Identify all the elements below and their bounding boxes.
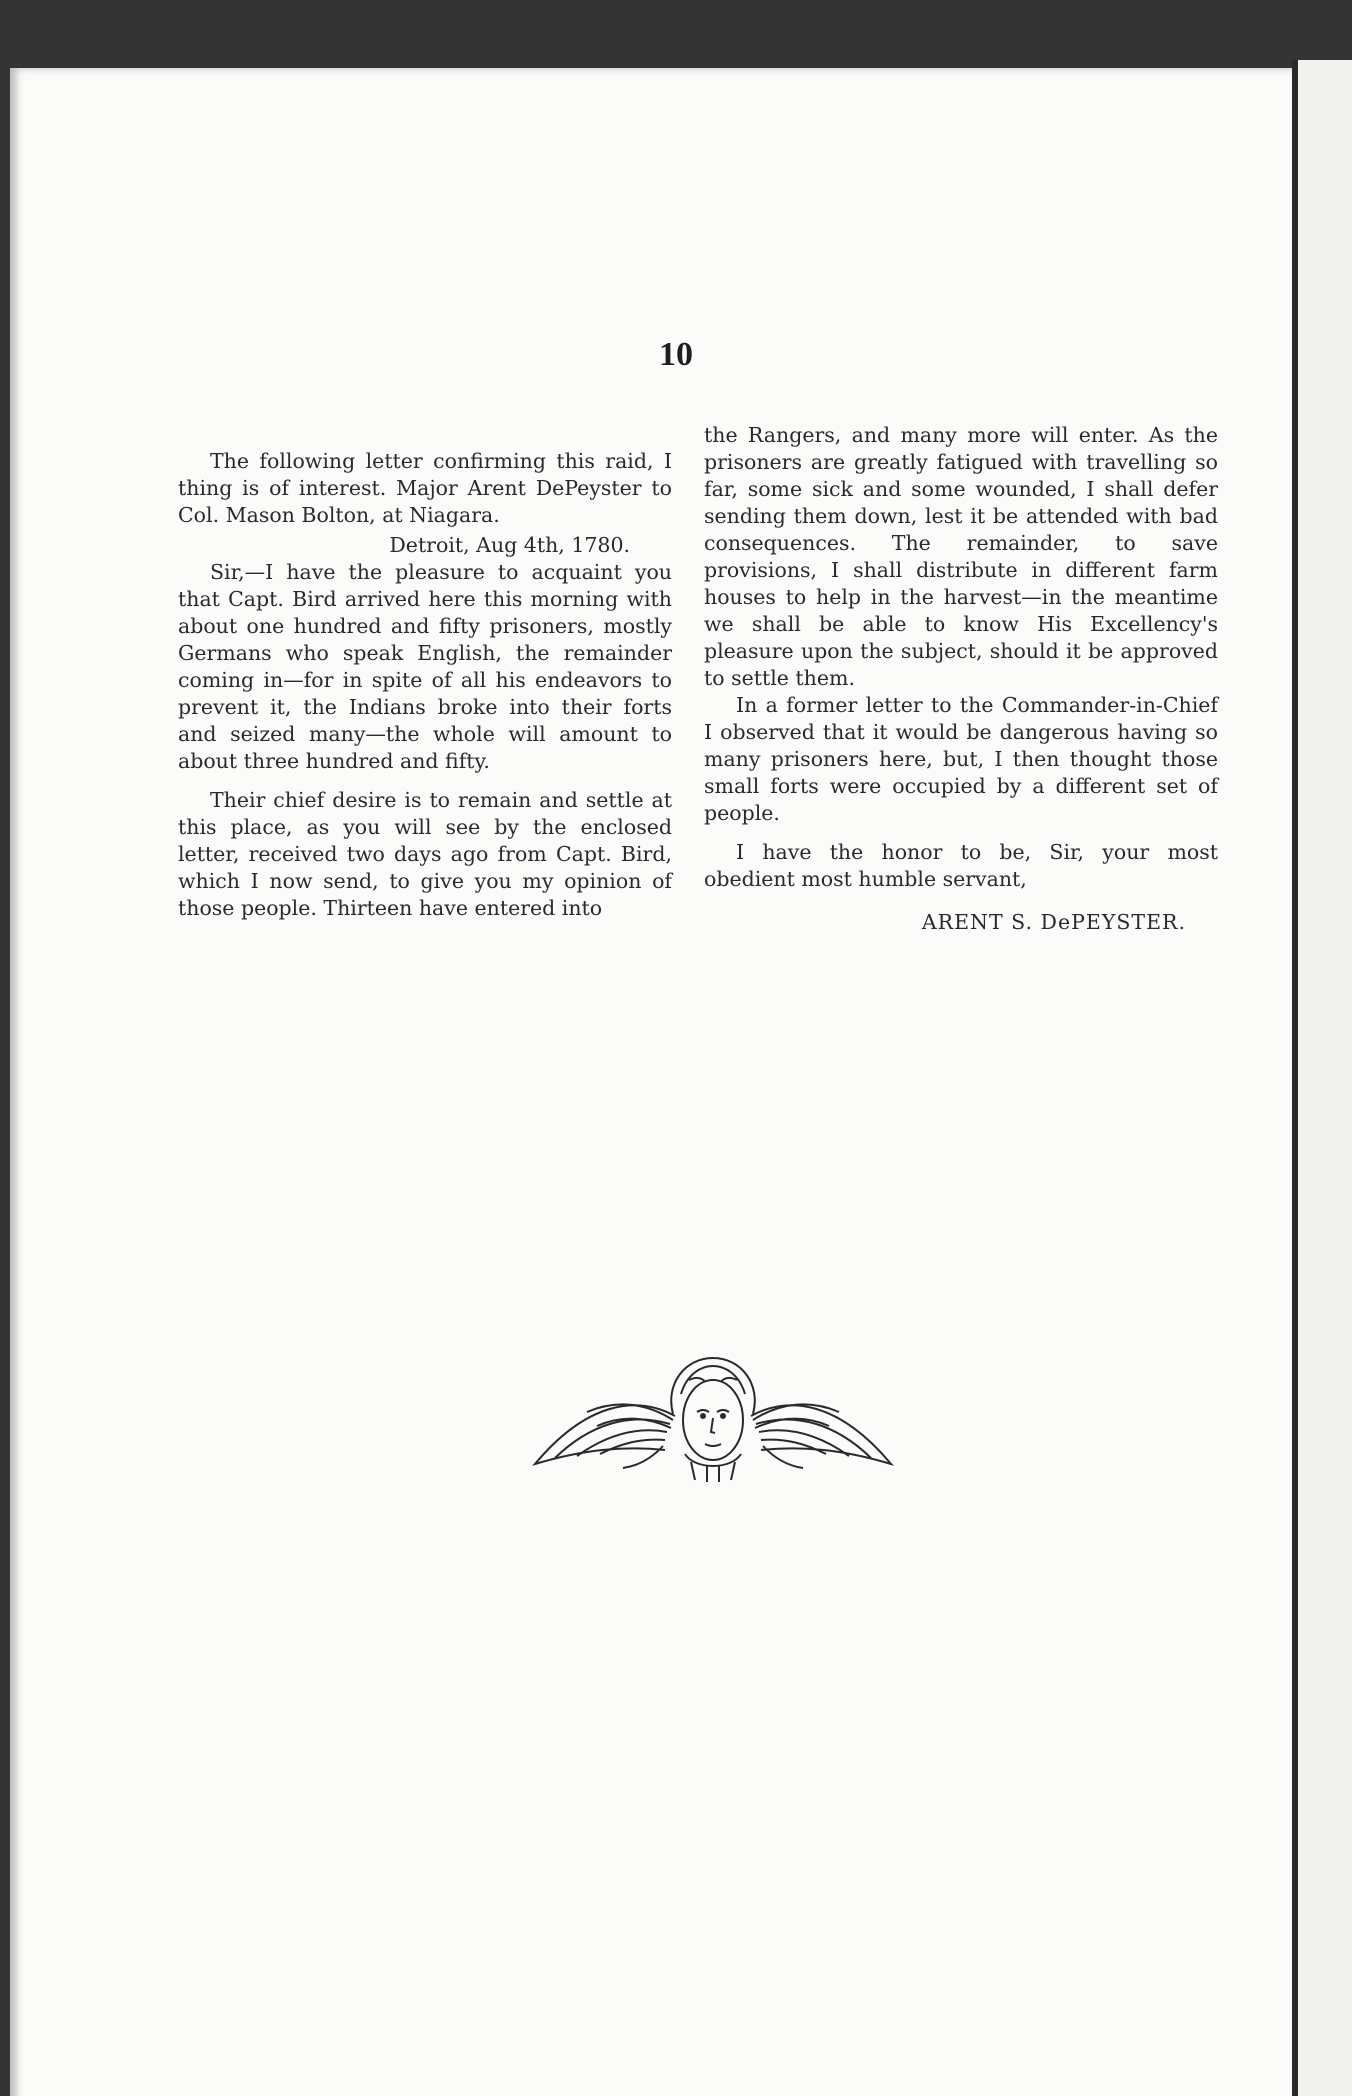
letter-paragraph: In a former letter to the Commander-in-Chief I observed that it would be dangerous having so many prisoners here, but, I then thought those small forts were occupied by a different set of people. xyxy=(704,693,1218,825)
page-number: 10 xyxy=(659,336,693,373)
letter-signature: ARENT S. DePEYSTER. xyxy=(921,910,1186,934)
left-column xyxy=(178,448,672,922)
winged-cherub-icon xyxy=(525,1354,901,1484)
letter-paragraph: the Rangers, and many more will enter. As the prisoners are greatly fatigued with travelling so far, some sick and some wounded, I shall defer sending them down, lest it be attended with bad consequences. The remainder, to save provisions, I shall distribute in different farm houses to help in the harvest—in the meantime we shall be able to know His Excellency's pleasure upon the subject, should it be approved to settle them. xyxy=(704,423,1218,690)
right-column xyxy=(704,422,1218,936)
letter-closing: I have the honor to be, Sir, your most obedient most humble servant, xyxy=(704,840,1218,891)
intro-paragraph: The following letter confirming this raid, I thing is of interest. Major Arent DePeyster to Col. Mason Bolton, at Niagara. xyxy=(178,449,672,527)
letter-paragraph: Sir,—I have the pleasure to acquaint you that Capt. Bird arrived here this morning with about one hundred and fifty prisoners, mostly Germans who speak English, the remainder coming in—for in spite of all his endeavors to prevent it, the Indians broke into their forts and seized many—the whole will amount to about three hundred and fifty. xyxy=(178,560,672,773)
letter-paragraph: Their chief desire is to remain and settle at this place, as you will see by the enclosed letter, received two days ago from Capt. Bird, which I now send, to give you my opinion of those people. Thirteen have entered into xyxy=(178,788,672,920)
letter-dateline: Detroit, Aug 4th, 1780. xyxy=(389,533,630,557)
